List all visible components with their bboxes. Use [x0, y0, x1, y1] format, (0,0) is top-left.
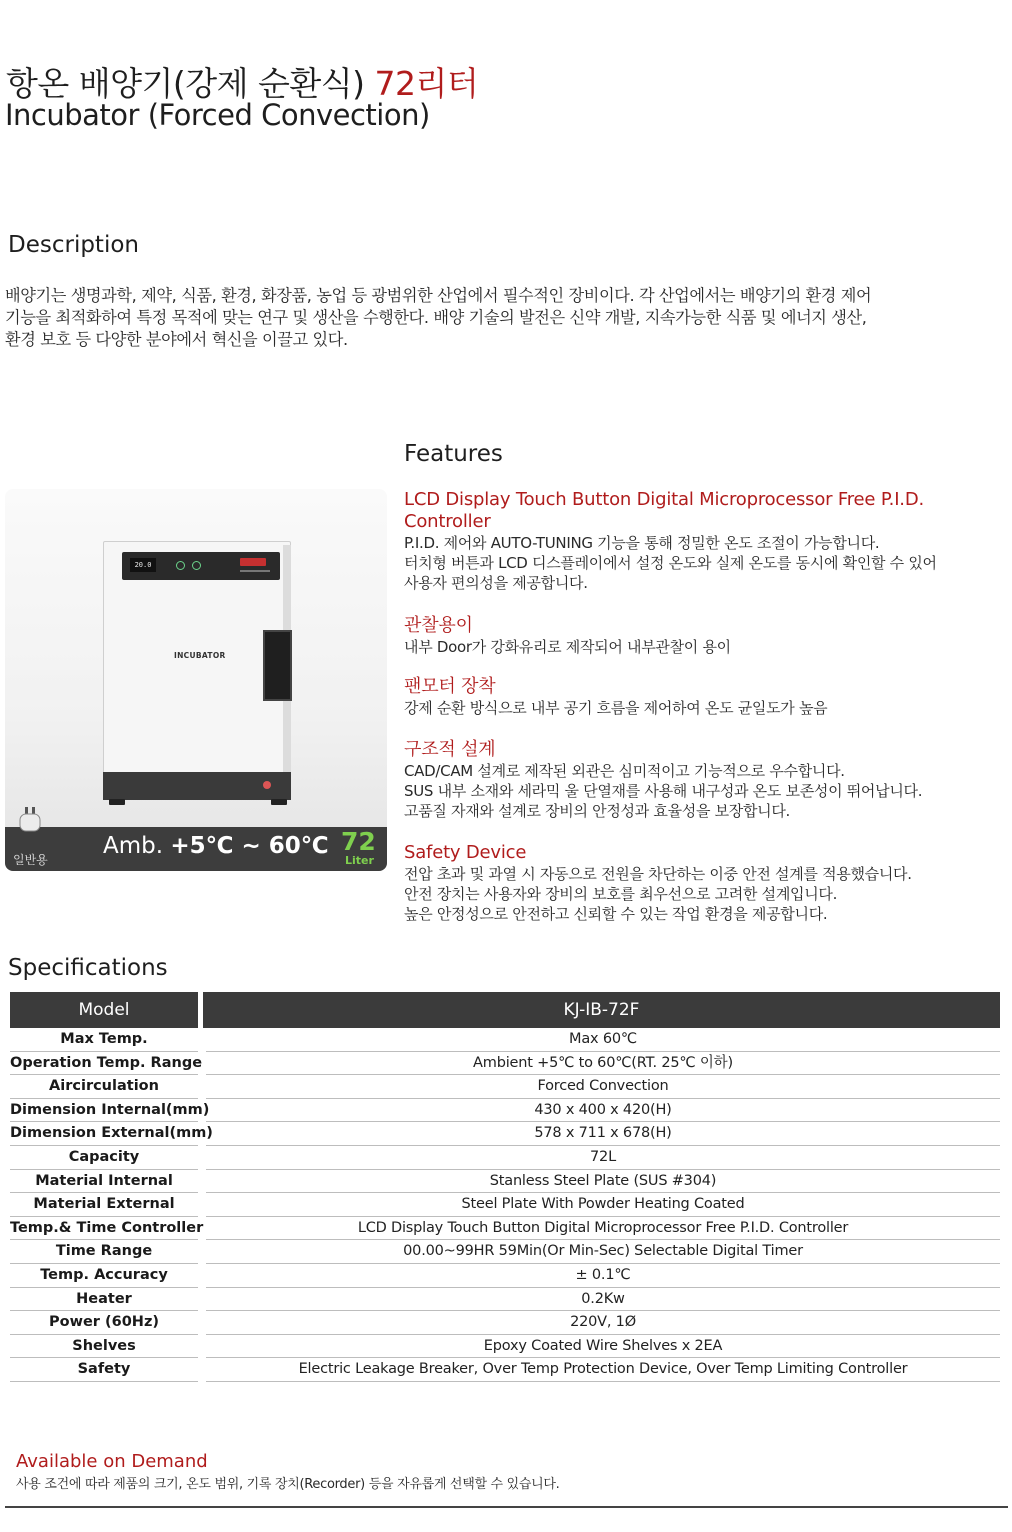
- feature-line: SUS 내부 소재와 세라믹 울 단열재를 사용해 내구성과 온도 보존성이 뛰어납니다.: [404, 782, 923, 800]
- spec-label: Material External: [10, 1193, 198, 1217]
- table-row: [10, 1193, 1000, 1217]
- spec-value: 220V, 1Ø: [206, 1311, 1000, 1335]
- spec-value: 0.2Kw: [206, 1288, 1000, 1312]
- title-main: 항온 배양기(강제 순환식): [6, 64, 375, 103]
- feature-title: LCD Display Touch Button Digital Microprocessor Free P.I.D. Controller: [404, 489, 924, 532]
- description-line: 환경 보호 등 다양한 분야에서 혁신을 이끌고 있다.: [5, 330, 348, 349]
- spec-label: Temp. Accuracy: [10, 1264, 198, 1288]
- spec-label: Temp.& Time Controller: [10, 1217, 198, 1241]
- feature-title: 구조적 설계: [404, 739, 496, 760]
- spec-value: LCD Display Touch Button Digital Microprocessor Free P.I.D. Controller: [206, 1217, 1000, 1241]
- liter-number: 72: [341, 827, 376, 856]
- control-knob-icon: [192, 561, 201, 570]
- spec-label: Dimension External(mm): [10, 1122, 198, 1146]
- model-value: KJ-IB-72F: [203, 992, 1000, 1028]
- spec-value: 00.00~99HR 59Min(Or Min-Sec) Selectable Digital Timer: [206, 1240, 1000, 1264]
- availability-body: 사용 조건에 따라 제품의 크기, 온도 범위, 기록 장치(Recorder) 등을 자유롭게 선택할 수 있습니다.: [16, 1477, 560, 1492]
- description-line: 배양기는 생명과학, 제약, 식품, 환경, 화장품, 농업 등 광범위한 산업에서 필수적인 장비이다. 각 산업에서는 배양기의 환경 제어: [5, 286, 872, 305]
- spec-value: Epoxy Coated Wire Shelves x 2EA: [206, 1335, 1000, 1359]
- spec-label: Aircirculation: [10, 1075, 198, 1099]
- specifications-heading: Specifications: [8, 955, 168, 981]
- table-row: [10, 1335, 1000, 1359]
- availability-title: Available on Demand: [16, 1451, 208, 1472]
- plug-icon: [15, 805, 45, 835]
- product-image: [5, 489, 387, 871]
- table-row: [10, 1170, 1000, 1194]
- spec-value: 578 x 711 x 678(H): [206, 1122, 1000, 1146]
- spec-label: Shelves: [10, 1335, 198, 1359]
- control-panel: [122, 552, 280, 580]
- spec-value: 72L: [206, 1146, 1000, 1170]
- table-row: [10, 1146, 1000, 1170]
- liter-unit: Liter: [345, 854, 374, 867]
- table-row: [10, 1240, 1000, 1264]
- feature-line: P.I.D. 제어와 AUTO-TUNING 기능을 통해 정밀한 온도 조절이 가능합니다.: [404, 534, 880, 552]
- brand-logo-icon: [240, 558, 266, 566]
- table-row: [10, 1052, 1000, 1076]
- spec-label: Operation Temp. Range: [10, 1052, 198, 1076]
- spec-label: Max Temp.: [10, 1028, 198, 1052]
- spec-value: Stanless Steel Plate (SUS #304): [206, 1170, 1000, 1194]
- table-row: [10, 1288, 1000, 1312]
- spec-value: ± 0.1℃: [206, 1264, 1000, 1288]
- feature-item: [404, 676, 1004, 718]
- feature-item: [404, 842, 1004, 924]
- description-heading: Description: [8, 232, 139, 258]
- table-row: [10, 1099, 1000, 1123]
- feature-item: [404, 739, 1004, 821]
- ambient-range: +5℃ ~ 60℃: [170, 833, 329, 859]
- title-capacity: 72리터: [374, 64, 479, 103]
- feature-line: 내부 Door가 강화유리로 제작되어 내부관찰이 용이: [404, 638, 731, 656]
- cabinet-foot: [109, 799, 125, 805]
- feature-title: 관찰용이: [404, 615, 473, 636]
- table-header-row: [10, 992, 1000, 1028]
- spec-label: Material Internal: [10, 1170, 198, 1194]
- cabinet-label: INCUBATOR: [174, 651, 226, 660]
- feature-item: [404, 615, 1004, 657]
- control-knob-icon: [176, 561, 185, 570]
- feature-line: 높은 안정성으로 안전하고 신뢰할 수 있는 작업 환경을 제공합니다.: [404, 905, 828, 923]
- feature-line: 안전 장치는 사용자와 장비의 보호를 최우선으로 고려한 설계입니다.: [404, 885, 838, 903]
- description-line: 기능을 최적화하여 특정 목적에 맞는 연구 및 생산을 수행한다. 배양 기술의 발전은 신약 개발, 지속가능한 식품 및 에너지 생산,: [5, 308, 867, 327]
- spec-value: Max 60℃: [206, 1028, 1000, 1052]
- specifications-table: [10, 992, 1000, 1382]
- feature-line: 터치형 버튼과 LCD 디스플레이에서 설정 온도와 실제 온도를 동시에 확인할 수 있어: [404, 554, 937, 572]
- table-row: [10, 1358, 1000, 1382]
- table-row: [10, 1264, 1000, 1288]
- panel-label-line: [240, 570, 270, 572]
- feature-line: 사용자 편의성을 제공합니다.: [404, 574, 588, 592]
- spec-label: Dimension Internal(mm): [10, 1099, 198, 1123]
- spec-label: Safety: [10, 1358, 198, 1382]
- feature-title: 팬모터 장착: [404, 676, 496, 697]
- page-title-english: Incubator (Forced Convection): [5, 98, 430, 132]
- spec-value: Electric Leakage Breaker, Over Temp Protection Device, Over Temp Limiting Controller: [206, 1358, 1000, 1382]
- table-row: [10, 1075, 1000, 1099]
- feature-line: CAD/CAM 설계로 제작된 외관은 심미적이고 기능적으로 우수합니다.: [404, 762, 845, 780]
- feature-line: 전압 초과 및 과열 시 자동으로 전원을 차단하는 이중 안전 설계를 적용했습니다.: [404, 865, 912, 883]
- bottom-divider: [5, 1506, 1008, 1508]
- door-handle: [263, 630, 292, 701]
- general-use-label: 일반용: [13, 853, 48, 867]
- feature-line: 강제 순환 방식으로 내부 공기 흐름을 제어하여 온도 균일도가 높음: [404, 699, 828, 717]
- spec-value: 430 x 400 x 420(H): [206, 1099, 1000, 1123]
- table-row: [10, 1122, 1000, 1146]
- ambient-prefix: Amb.: [103, 833, 171, 859]
- features-heading: Features: [404, 441, 503, 467]
- table-row: [10, 1028, 1000, 1052]
- description-body: [5, 285, 1009, 351]
- table-row: [10, 1217, 1000, 1241]
- ambient-range-label: [103, 833, 329, 859]
- spec-value: Ambient +5℃ to 60℃(RT. 25℃ 이하): [206, 1052, 1000, 1076]
- spec-value: Forced Convection: [206, 1075, 1000, 1099]
- spec-value: Steel Plate With Powder Heating Coated: [206, 1193, 1000, 1217]
- spec-label: Time Range: [10, 1240, 198, 1264]
- cabinet-foot: [271, 799, 287, 805]
- spec-label: Capacity: [10, 1146, 198, 1170]
- feature-title: Safety Device: [404, 842, 527, 863]
- spec-label: Power (60Hz): [10, 1311, 198, 1335]
- model-label: Model: [10, 992, 198, 1028]
- table-row: [10, 1311, 1000, 1335]
- lcd-display: 20.0: [130, 558, 156, 572]
- feature-line: 고품질 자재와 설계로 장비의 안정성과 효율성을 보장합니다.: [404, 802, 791, 820]
- power-indicator-icon: [263, 781, 271, 789]
- feature-item: [404, 489, 1004, 593]
- spec-label: Heater: [10, 1288, 198, 1312]
